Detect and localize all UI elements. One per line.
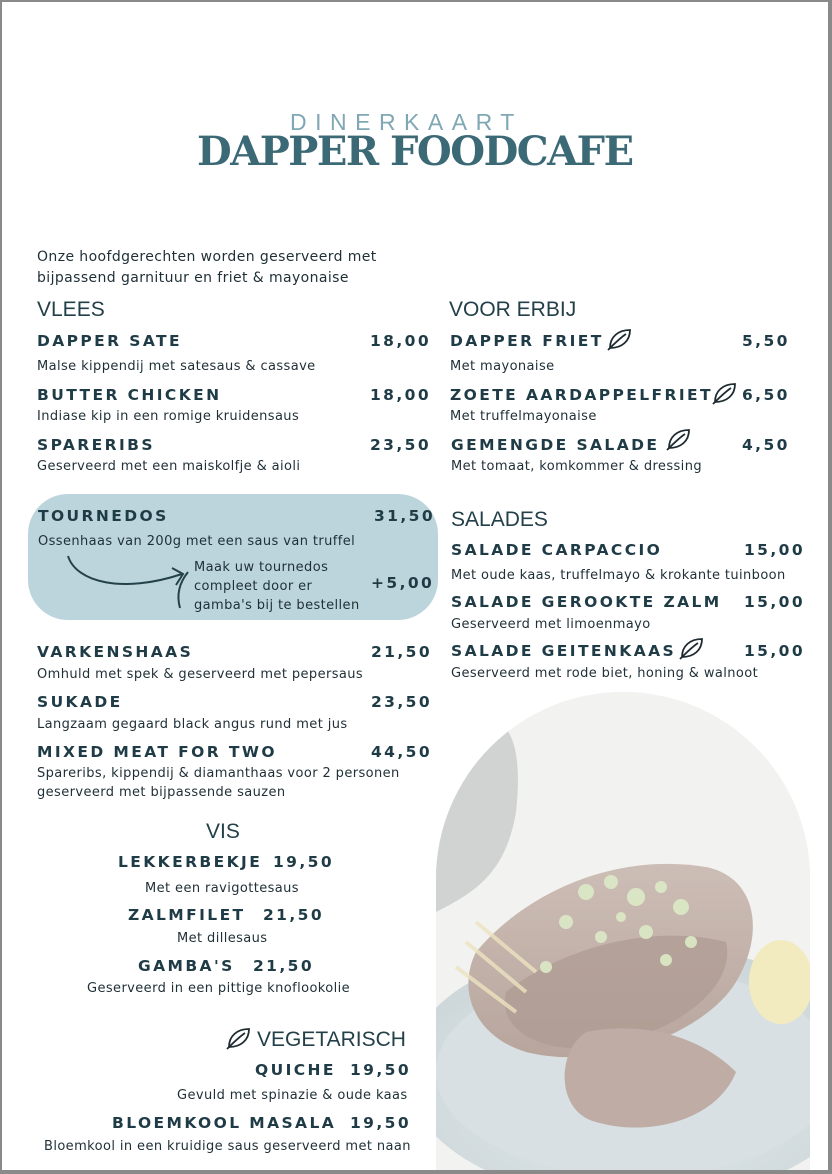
item-desc-zoete-aardappelfriet: Met truffelmayonaise: [450, 409, 597, 424]
item-desc-dapper-sate: Malse kippendij met satesaus & cassave: [37, 359, 316, 374]
leaf-icon: [607, 327, 633, 351]
item-price-salade-gerookte-zalm: 15,00: [744, 593, 806, 611]
item-price-mixed-meat: 44,50: [371, 743, 433, 761]
item-name-bloemkool-masala: BLOEMKOOL MASALA: [112, 1114, 337, 1132]
section-heading-vis: VIS: [206, 820, 240, 843]
item-price-varkenshaas: 21,50: [371, 643, 433, 661]
section-heading-vlees: VLEES: [37, 298, 105, 321]
item-price-gambas: 21,50: [253, 957, 315, 975]
item-desc-salade-gerookte-zalm: Geserveerd met limoenmayo: [451, 617, 651, 632]
tournedos-addon-line1: Maak uw tournedos: [194, 560, 329, 575]
leaf-icon: [679, 636, 705, 660]
item-desc-butter-chicken: Indiase kip in een romige kruidensaus: [37, 409, 300, 424]
leaf-icon: [666, 427, 692, 451]
item-name-quiche: QUICHE: [255, 1061, 336, 1079]
item-name-dapper-friet: DAPPER FRIET: [450, 332, 604, 350]
item-name-mixed-meat: MIXED MEAT FOR TWO: [37, 743, 277, 761]
intro-text: Onze hoofdgerechten worden geserveerd met bijpassend garnituur en friet & mayonaise: [37, 249, 377, 286]
item-name-tournedos: TOURNEDOS: [38, 507, 169, 525]
leaf-icon: [226, 1026, 252, 1050]
item-price-dapper-friet: 5,50: [742, 332, 790, 350]
item-price-gemengde-salade: 4,50: [742, 436, 790, 454]
item-price-salade-carpaccio: 15,00: [744, 541, 806, 559]
tournedos-addon-price: +5,00: [371, 574, 435, 592]
restaurant-title: DAPPER FOODCAFE: [197, 128, 633, 175]
item-name-salade-gerookte-zalm: SALADE GEROOKTE ZALM: [451, 593, 722, 611]
tournedos-addon-line2: compleet door er: [194, 579, 313, 594]
section-heading-vegetarisch: VEGETARISCH: [257, 1028, 406, 1051]
item-name-butter-chicken: BUTTER CHICKEN: [37, 386, 222, 404]
item-price-dapper-sate: 18,00: [370, 332, 432, 350]
item-name-zoete-aardappelfriet: ZOETE AARDAPPELFRIET: [450, 386, 713, 404]
curved-arrow-icon: [62, 552, 192, 612]
menu-subtitle: DINERKAART: [290, 109, 523, 135]
item-desc-mixed-meat-line1: Spareribs, kippendij & diamanthaas voor 2 personen: [37, 766, 400, 781]
item-desc-spareribs: Geserveerd met een maiskolfje & aioli: [37, 459, 301, 474]
item-desc-quiche: Gevuld met spinazie & oude kaas: [177, 1088, 408, 1103]
item-desc-mixed-meat-line2: geserveerd met bijpassende sauzen: [37, 785, 286, 800]
section-heading-voor-erbij: VOOR ERBIJ: [449, 298, 577, 321]
item-price-zalmfilet: 21,50: [263, 906, 325, 924]
item-price-sukade: 23,50: [371, 693, 433, 711]
item-name-spareribs: SPARERIBS: [37, 436, 155, 454]
item-price-lekkerbekje: 19,50: [273, 853, 335, 871]
item-name-dapper-sate: DAPPER SATE: [37, 332, 183, 350]
item-price-spareribs: 23,50: [370, 436, 432, 454]
item-name-lekkerbekje: LEKKERBEKJE: [118, 853, 263, 871]
item-name-gemengde-salade: GEMENGDE SALADE: [451, 436, 660, 454]
item-desc-salade-carpaccio: Met oude kaas, truffelmayo & krokante tuinboon: [451, 568, 786, 583]
item-name-salade-carpaccio: SALADE CARPACCIO: [451, 541, 663, 559]
item-desc-tournedos: Ossenhaas van 200g met een saus van truffel: [38, 534, 356, 549]
item-desc-salade-geitenkaas: Geserveerd met rode biet, honing & walnoot: [451, 666, 759, 681]
section-heading-salades: SALADES: [451, 508, 548, 531]
food-photo: [436, 692, 810, 1170]
menu-page: [2, 2, 828, 1170]
item-name-gambas: GAMBA'S: [138, 957, 235, 975]
item-desc-bloemkool-masala: Bloemkool in een kruidige saus geserveerd met naan: [44, 1139, 411, 1154]
item-desc-zalmfilet: Met dillesaus: [177, 931, 268, 946]
spareribs-photo-illustration: [436, 692, 810, 1170]
item-desc-varkenshaas: Omhuld met spek & geserveerd met pepersaus: [37, 667, 364, 682]
item-desc-gemengde-salade: Met tomaat, komkommer & dressing: [451, 459, 702, 474]
item-price-salade-geitenkaas: 15,00: [744, 642, 806, 660]
item-desc-gambas: Geserveerd in een pittige knoflookolie: [87, 981, 351, 996]
item-name-sukade: SUKADE: [37, 693, 123, 711]
item-name-zalmfilet: ZALMFILET: [128, 906, 246, 924]
item-name-varkenshaas: VARKENSHAAS: [37, 643, 194, 661]
item-desc-dapper-friet: Met mayonaise: [450, 359, 555, 374]
item-desc-sukade: Langzaam gegaard black angus rund met jus: [37, 717, 348, 732]
leaf-icon: [712, 381, 738, 405]
item-price-quiche: 19,50: [350, 1061, 412, 1079]
item-price-tournedos: 31,50: [374, 507, 436, 525]
item-price-bloemkool-masala: 19,50: [350, 1114, 412, 1132]
item-desc-lekkerbekje: Met een ravigottesaus: [145, 881, 299, 896]
tournedos-addon-line3: gamba's bij te bestellen: [194, 598, 360, 613]
item-name-salade-geitenkaas: SALADE GEITENKAAS: [451, 642, 677, 660]
item-price-zoete-aardappelfriet: 6,50: [742, 386, 790, 404]
item-price-butter-chicken: 18,00: [370, 386, 432, 404]
